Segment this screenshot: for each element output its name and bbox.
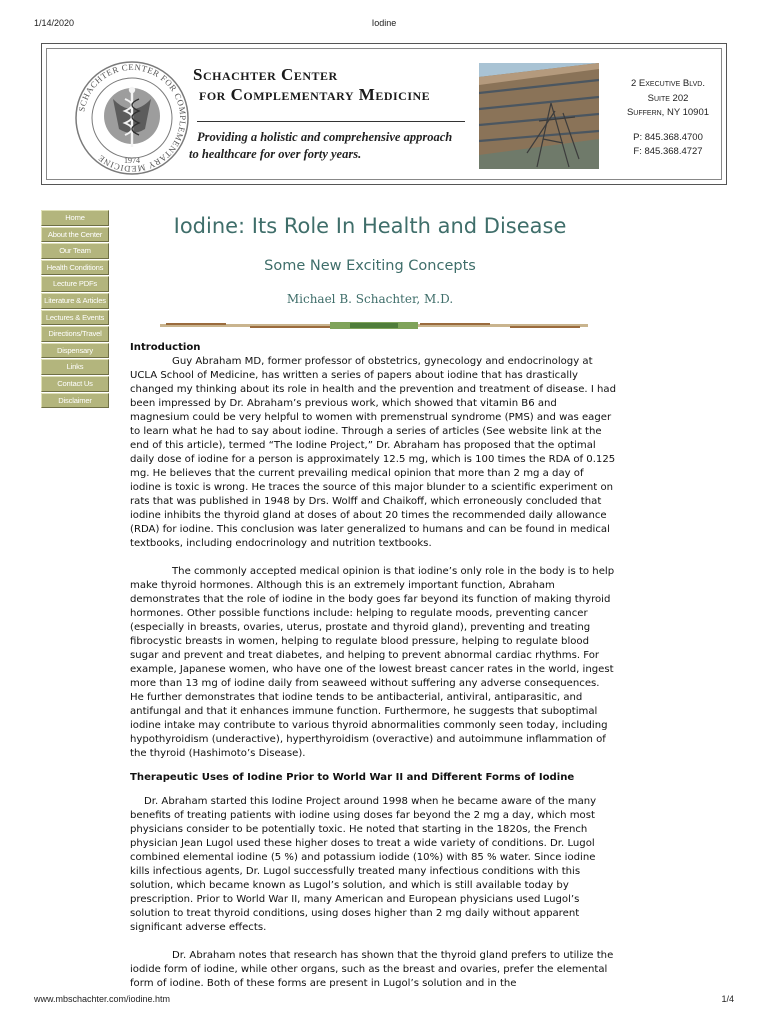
sidebar-nav — [41, 210, 109, 409]
nav-our-team[interactable]: Our Team — [41, 243, 109, 259]
contact-address — [613, 77, 723, 160]
seal-year: 1974 — [124, 156, 140, 165]
print-header — [34, 18, 734, 32]
tagline-line2: to healthcare for over forty years. — [189, 147, 362, 161]
nav-home[interactable]: Home — [41, 210, 109, 226]
nav-links[interactable]: Links — [41, 359, 109, 375]
article-subtitle: Some New Exciting Concepts — [264, 258, 476, 274]
article-paragraph: Dr. Abraham notes that research has shown that the thyroid gland prefers to utilize the iodide form of iodine, while other organs, such as the breast and ovaries, prefer the elemental form of iodine. Both of these forms are present in Lugol’s solution and in the — [130, 950, 614, 989]
nav-directions-travel[interactable]: Directions/Travel — [41, 326, 109, 342]
building-photo — [479, 63, 599, 169]
seal-ring-text: SCHACHTER CENTER FOR COMPLEMENTARY MEDICINE — [76, 61, 189, 175]
tagline — [189, 129, 489, 163]
print-url: www.mbschachter.com/iodine.htm — [34, 994, 171, 1004]
article-paragraph: Dr. Abraham started this Iodine Project around 1998 when he became aware of the many benefits of treating patients with iodine using doses far beyond the 2 mg a day, which most physicians consider to be potentially toxic. He noted that starting in the 1820s, the French physician Jean Lugol used these higher doses to treat a wide variety of conditions. Dr. Lugol combined elemental iodine (5 %) and potassium iodide (10%) with 85 % water. Since iodine kills infectious agents, Dr. Lugol successfully treated many infectious conditions with this solution, which became known as Lugol’s solution, and which is still available today by prescription. Prior to World War II, many American and European physicians used Lugol’s solution to treat thyroid conditions, using doses higher than 2 mg daily without apparent significant adverse effects. — [130, 796, 597, 933]
banner-rule — [197, 121, 465, 122]
nav-contact-us[interactable]: Contact Us — [41, 376, 109, 392]
nav-health-conditions[interactable]: Health Conditions — [41, 260, 109, 276]
header-banner — [41, 43, 727, 185]
nav-lectures-events[interactable]: Lectures & Events — [41, 310, 109, 326]
fax-number: F: 845.368.4727 — [633, 146, 703, 157]
nav-dispensary[interactable]: Dispensary — [41, 343, 109, 359]
section-heading: Therapeutic Uses of Iodine Prior to World War II and Different Forms of Iodine — [130, 772, 575, 783]
center-name-line2: for Complementary Medicine — [199, 85, 431, 104]
print-page-title: Iodine — [371, 18, 397, 28]
print-date: 1/14/2020 — [34, 18, 75, 28]
tagline-line1: Providing a holistic and comprehensive approach — [197, 130, 453, 144]
banner-frame — [46, 48, 722, 180]
article-body — [130, 341, 616, 991]
address-line1: 2 Executive Blvd. — [631, 78, 705, 89]
nav-disclaimer[interactable]: Disclaimer — [41, 393, 109, 409]
article-paragraph: Guy Abraham MD, former professor of obstetrics, gynecology and endocrinology at UCLA School of Medicine, has written a series of papers about iodine that has drastically changed my thinking about its role in health and the prevention and treatment of disease. I had been impressed by Dr. Abraham’s previous work, which showed that vitamin B6 and magnesium could be very helpful to women with premenstrual syndrome (PMS) and was eager to learn what he had to say about iodine. Through a series of articles (See website link at the end of this article), termed “The Iodine Project,” Dr. Abraham has proposed that the optimal daily dose of iodine for a person is approximately 12.5 mg, which is 100 times the RDA of 0.125 mg. He believes that the current prevailing medical opinion that more than 2 mg a day of iodine is toxic is wrong. He traces the source of this major blunder to a scientific experiment on rats that was published in 1948 by Drs. Wolff and Chaikoff, which erroneously concluded that iodine inhibits the thyroid gland at doses of about 20 times the recommended daily allowance (RDA) for iodine. This conclusion was later generalized to humans and can be found in medical textbooks, including endocrinology and nutrition textbooks. — [130, 356, 617, 549]
center-name-line1: Schachter Center — [193, 65, 338, 84]
nav-literature-articles[interactable]: Literature & Articles — [41, 293, 109, 309]
nav-lecture-pdfs[interactable]: Lecture PDFs — [41, 276, 109, 292]
decorative-divider — [160, 322, 588, 329]
address-line3: Suffern, NY 10901 — [626, 107, 710, 118]
phone-number: P: 845.368.4700 — [633, 131, 703, 143]
address-line2: Suite 202 — [647, 92, 689, 104]
print-footer — [34, 994, 734, 1008]
print-page-number: 1/4 — [721, 994, 734, 1004]
article-paragraph: The commonly accepted medical opinion is that iodine’s only role in the body is to help make thyroid hormones. Although this is an extremely important function, Abraham demonstrates that the role of iodine in the body goes far beyond its function of making thyroid hormones. Other possible functions include: helping to regulate moods, preventing cancer (especially in breasts, ovaries, uterus, prostate and thyroid gland), preventing and treating fibrocystic breasts in women, helping to regulate blood pressure, helping to regulate blood sugar and prevent and treat diabetes, and helping to prevent abnormal cardiac rhythms. For example, Japanese women, who have one of the lowest breast cancer rates in the world, ingest more than 13 mg of iodine daily from seaweed without suffering any adverse consequences. He further demonstrates that iodine tends to be antibacterial, antiviral, antiparasitic, and antifungal and that it enhances immune function. Furthermore, he suggests that suboptimal iodine intake may contribute to various thyroid abnormalities commonly seen today, including hypothyroidism (underactive), hyperthyroidism (overactive) and autoimmune inflammation of the thyroid (Hashimoto’s Disease). — [130, 566, 615, 759]
article-author: Michael B. Schachter, M.D. — [286, 292, 454, 306]
nav-about-the-center[interactable]: About the Center — [41, 227, 109, 243]
article-title: Iodine: Its Role In Health and Disease — [173, 214, 567, 238]
center-seal-logo — [73, 59, 191, 177]
center-name — [193, 65, 483, 105]
introduction-heading: Introduction — [130, 342, 201, 353]
